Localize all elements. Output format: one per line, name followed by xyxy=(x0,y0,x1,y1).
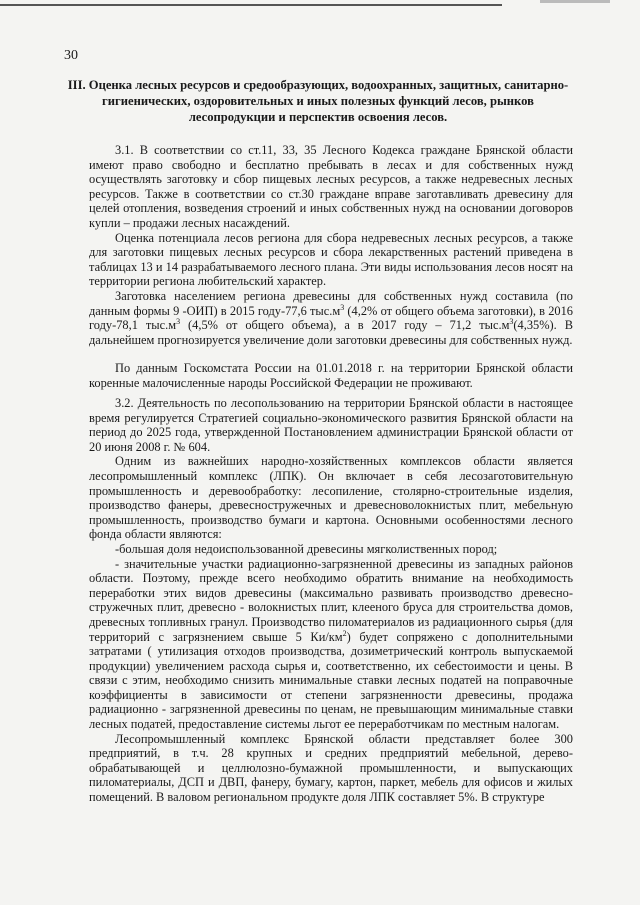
paragraph: Оценка потенциала лесов региона для сбора недревесных лесных ресурсов, а также для заготовки пищевых лесных ресурсов и сбора лекарственных растений приведена в таблицах 13 и 14 разрабатываемого лесного плана. Эти виды использования лесов носят на территории региона любительский характер. xyxy=(89,230,573,289)
list-item: -большая доля недоиспользованной древесины мягколиственных пород; xyxy=(115,541,498,556)
paragraph: Заготовка населением региона древесины для собственных нужд составила (по данным формы 9 -ОИП) в 2015 году-77,6 $тыс.м^3$ (4,2% от общего объема заготовки), в 2016 году-78,1 $тыс.м^3$ (4,5% от общего объема), а в 2017 году – 71,2 $тыс.м^3(4,35\%)$. В дальнейшем прогнозируется увеличение доли заготовки древесины для собственных нужд. xyxy=(89,288,574,347)
page-number: 30 xyxy=(64,48,78,63)
list-item: - значительные участки радиационно-загрязненной древесины из западных районов области. Поэтому, прежде всего необходимо обратить внимание на необходимость переработки этих видов древесины (максимально развивать производство древесно-стружечных плит, древесно - волокнистых плит, клееного бруса для строительства домов, древесных топливных гранул. Производство пиломатериалов из радиационного сырья (для территорий с загрязнением свыше 5 $Ки/км^2$) будет сопряжено с дополнительными затратами ( утилизация отходов производства, дозиметрический контроль выпускаемой продукции) увеличением расхода сырья и, соответственно, их себестоимости и цены. В связи с этим, необходимо снизить минимальные ставки лесных податей на поправочные коэффициенты в зависимости от степени загрязненности древесины, продажа радиационно - загрязненной древесины по ценам, не превышающим минимальные ставки лесных податей, предоставление системы льгот ее переработчикам по местным налогам. xyxy=(89,556,574,732)
paragraph: 3.2. Деятельность по лесопользованию на территории Брянской области в настоящее время регулируется Стратегией социально-экономического развития Брянской области на период до 2025 года, утвержденной Постановлением администрации Брянской области от 20 июня 2008 г. № 604. xyxy=(89,396,573,454)
section-3-2 xyxy=(89,396,573,805)
paragraph: По данным Госкомстата России на 01.01.2018 г. на территории Брянской области коренные малочисленные народы Российской Федерации не проживают. xyxy=(89,361,573,390)
scan-edge-line xyxy=(0,4,502,6)
paragraph: Лесопромышленный комплекс Брянской области представляет более 300 предприятий, в т.ч. 28 крупных и средних предприятий мебельной, дерево-обрабатывающей и целлюлозно-бумажной промышленности, и выпускающих пиломатериалы, ДСП и ДВП, фанеру, бумагу, картон, паркет, мебель для офисов и жилых помещений. В валовом региональном продукте доля ЛПК составляет 5%. В структуре xyxy=(89,731,573,805)
scan-corner-mark xyxy=(540,0,610,3)
paragraph: 3.1. В соответствии со ст.11, 33, 35 Лесного Кодекса граждане Брянской области имеют право свободно и бесплатно пребывать в лесах и для собственных нужд осуществлять заготовку и сбор пищевых лесных ресурсов, а также недревесных лесных ресурсов. Также в соответствии со ст.30 граждане вправе заготавливать древесину для целей отопления, возведения строений и иных собственных нужд на основании договоров купли – продажи лесных насаждений. xyxy=(89,143,573,230)
section-heading: III. Оценка лесных ресурсов и средообразующих, водоохранных, защитных, санитарно-гигиенических, оздоровительных и иных полезных функций лесов, рынков лесопродукции и перспектив освоения лесов. xyxy=(67,78,569,124)
paragraph: Одним из важнейших народно-хозяйственных комплексов области является лесопромышленный комплекс (ЛПК). Он включает в себя лесозаготовительную промышленность и деревообработку: лесопиление, столярно-строительные изделия, производство фанеры, древесностружечных и древесноволокнистых плит, мебельную промышленность, производство бумаги и картона. Основными особенностями лесного фонда области являются: xyxy=(89,454,573,542)
section-3-1 xyxy=(89,143,573,391)
